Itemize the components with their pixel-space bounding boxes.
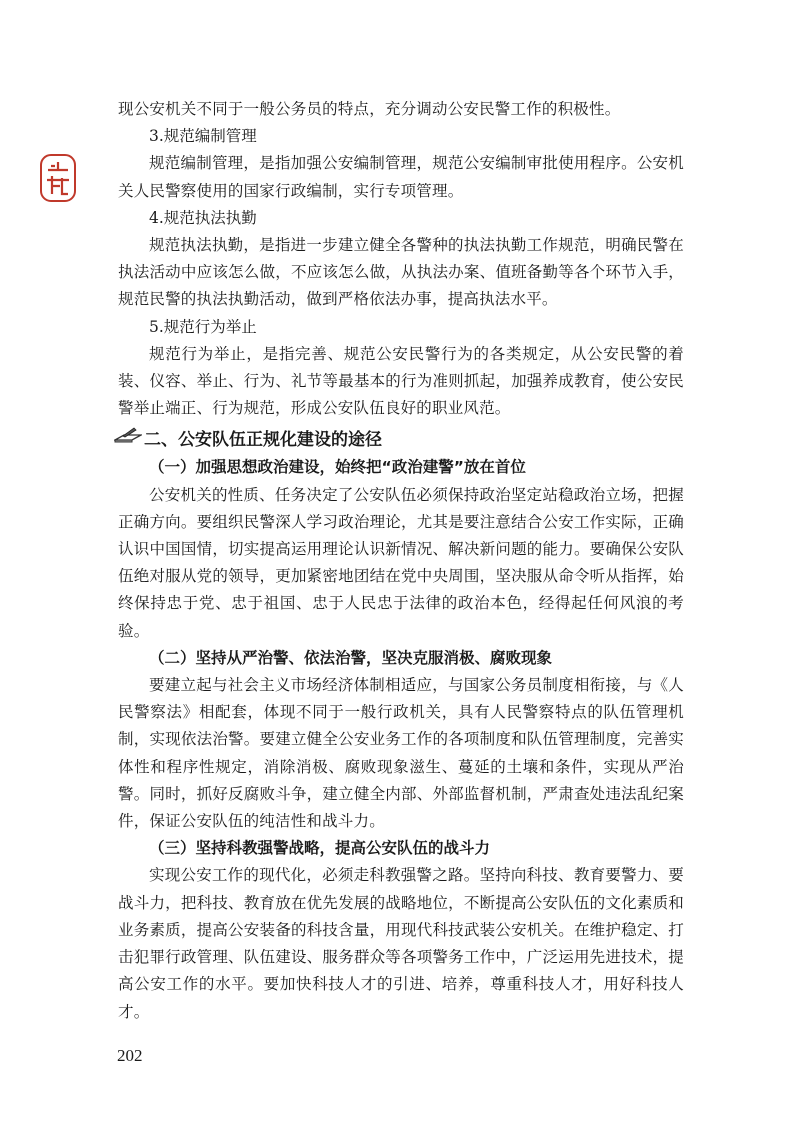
paragraph: 现公安机关不同于一般公务员的特点，充分调动公安民警工作的积极性。 (118, 100, 621, 118)
paragraph: 实现公安工作的现代化，必须走科教强警之路。坚持向科技、教育要警力、要战斗力，把科技、教育放在优先发展的战略地位，不断提高公安队伍的文化素质和业务素质，提高公安装备的科技含量，用现代科技武装公安机关。在维护稳定、打击犯罪行政管理、队伍建设、服务群众等各项警务工作中，广泛运用先进技术，提高公安工作的水平。要加快科技人才的引进、培养，尊重科技人才，用好科技人才。 (118, 866, 684, 1021)
paragraph: 规范行为举止，是指完善、规范公安民警行为的各类规定，从公安民警的着装、仪容、举止、行为、礼节等最基本的行为准则抓起，加强养成教育，使公安民警举止端正、行为规范，形成公安队伍良好的职业风范。 (118, 344, 684, 418)
pen-book-icon (114, 426, 144, 448)
page-number: 202 (117, 1046, 143, 1065)
subheading: 5.规范行为举止 (149, 317, 257, 336)
subheading: 3.规范编制管理 (149, 127, 257, 146)
section-title: 二、公安队伍正规化建设的途径 (144, 429, 382, 450)
subsection-heading: （三）坚持科教强警战略，提高公安队伍的战斗力 (149, 839, 491, 858)
paragraph: 公安机关的性质、任务决定了公安队伍必须保持政治坚定站稳政治立场，把握正确方向。要组织民警深人学习政治理论，尤其是要注意结合公安工作实际，正确认识中国国情，切实提高运用理论认识新情况、解决新问题的能力。要确保公安队伍绝对服从党的领导，更加紧密地团结在党中央周围，坚决服从命令听从指挥，始终保持忠于党、忠于祖国、忠于人民忠于法律的政治本色，经得起任何风浪的考验。 (118, 485, 684, 640)
subsection-heading: （一）加强思想政治建设，始终把“政治建警”放在首位 (149, 458, 526, 477)
paragraph: 规范执法执勤，是指进一步建立健全各警种的执法执勤工作规范，明确民警在执法活动中应该怎么做，不应该怎么做，从执法办案、值班备勤等各个环节入手，规范民警的执法执勤活动，做到严格依法办事，提高执法水平。 (118, 236, 684, 309)
section-heading (114, 422, 684, 452)
paragraph: 规范编制管理，是指加强公安编制管理，规范公安编制审批使用程序。公安机关人民警察使用的国家行政编制，实行专项管理。 (118, 154, 684, 200)
document-body (118, 96, 684, 1026)
seal-stamp-icon (38, 152, 78, 204)
subheading: 4.规范执法执勤 (149, 208, 257, 227)
subsection-heading: （二）坚持从严治警、依法治警，坚决克服消极、腐败现象 (149, 648, 553, 667)
paragraph: 要建立起与社会主义市场经济体制相适应，与国家公务员制度相衔接，与《人民警察法》相配套，体现不同于一般行政机关，具有人民警察特点的队伍管理机制，实现依法治警。要建立健全公安业务工作的各项制度和队伍管理制度，完善实体性和程序性规定，消除消极、腐败现象滋生、蔓延的土壤和条件，实现从严治警。同时，抓好反腐败斗争，建立健全内部、外部监督机制，严肃查处违法乱纪案件，保证公安队伍的纯洁性和战斗力。 (118, 676, 684, 831)
